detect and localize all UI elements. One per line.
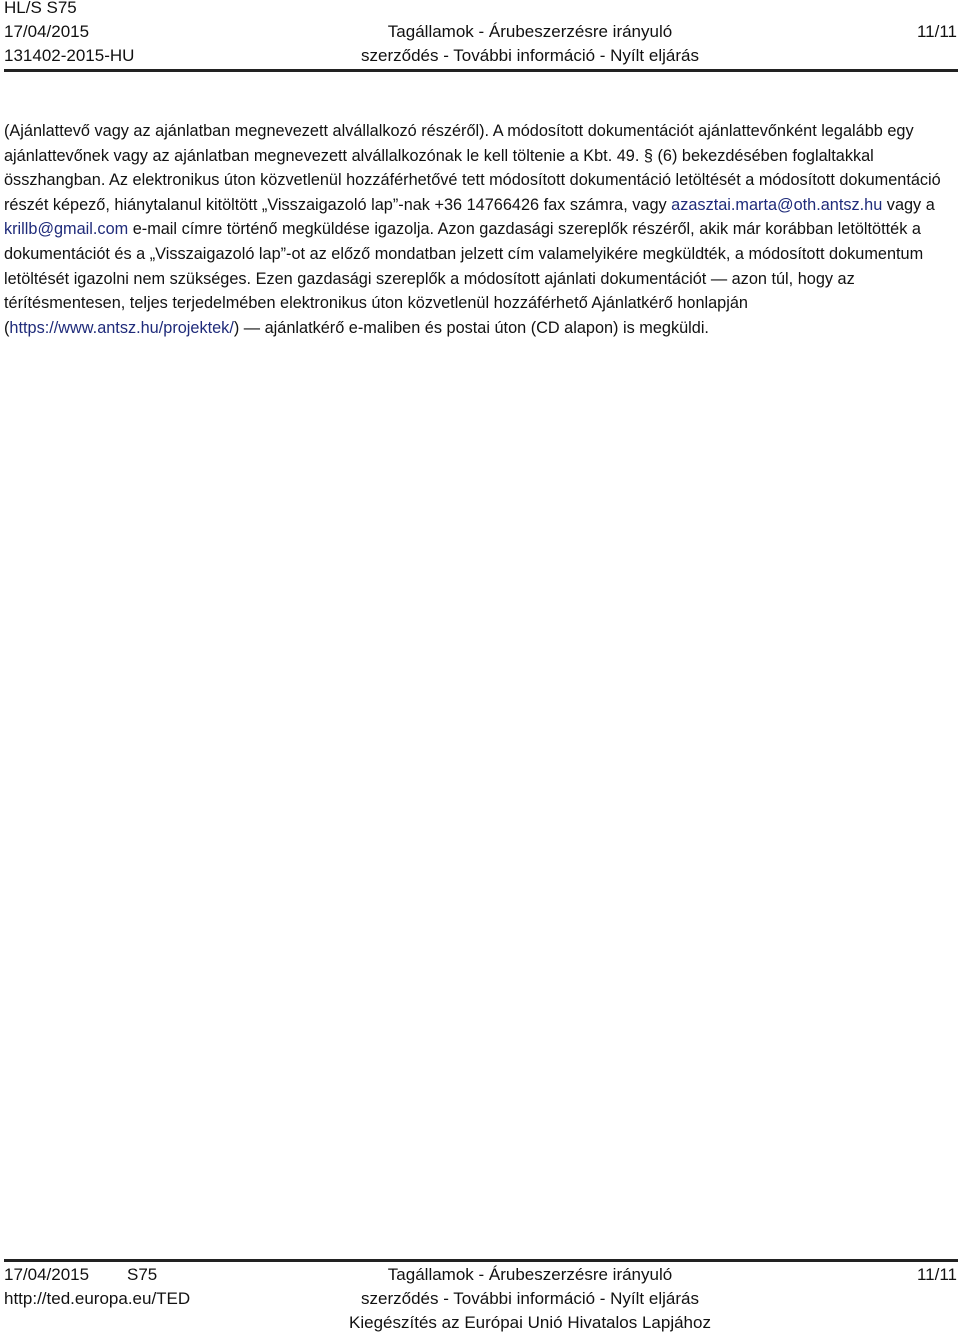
header-title-line2: szerződés - További információ - Nyílt eljárás (361, 46, 699, 65)
email-link-krillb[interactable]: krillb@gmail.com (4, 220, 129, 239)
footer-series: S75 (127, 1265, 158, 1284)
body-paragraph-part4: ) — ajánlatkérő e-maliben és postai úton (CD alapon) is megküldi. (233, 318, 709, 337)
notice-body-text (4, 119, 954, 340)
footer-rule (4, 1259, 958, 1262)
header-page-number: 11/11 (916, 22, 957, 41)
header-rule (4, 69, 958, 72)
footer-title-line1: Tagállamok - Árubeszerzésre irányuló (387, 1265, 673, 1284)
header-title-line1: Tagállamok - Árubeszerzésre irányuló (387, 22, 673, 41)
footer-page-number: 11/11 (916, 1265, 957, 1284)
body-paragraph-part1: (Ajánlattevő vagy az ajánlatban megnevezett alvállalkozó részéről). A módosított dokumentációt ajánlattevőnként legalább egy ajánlattevőnek vagy az ajánlatban megnevezett alvállalkozónak le kell töltenie a Kbt. 49. § (6) bekezdésében foglaltakkal összhangban. Az elektronikus úton közvetlenül hozzáférhetővé tett módosított dokumentáció letöltését a módosított dokumentáció részét képező, hiánytalanul kitöltött „Visszaigazoló lap”-nak +36 14766426 fax számra, vagy (4, 122, 941, 214)
notice-id: 131402-2015-HU (4, 46, 135, 65)
footer-title-line2: szerződés - További információ - Nyílt eljárás (361, 1289, 699, 1308)
website-link-projektek[interactable]: https://www.antsz.hu/projektek/ (9, 318, 234, 337)
footer-title-line3: Kiegészítés az Európai Unió Hivatalos Lapjához (349, 1313, 711, 1332)
body-paragraph-part2: vagy a (882, 195, 935, 214)
footer-site-link[interactable]: http://ted.europa.eu/TED (4, 1289, 191, 1308)
footer-date: 17/04/2015 (4, 1265, 90, 1284)
doc-reference: HL/S S75 (4, 0, 77, 17)
body-paragraph-part3: e-mail címre történő megküldése igazolja. Azon gazdasági szereplők részéről, akik már korábban letöltötték a dokumentációt és a „Visszaigazoló lap”-ot az előző mondatban jelzett cím valamelyikére megküldték, a módosított dokumentum letöltését igazolni nem szükséges. Ezen gazdasági szereplők a módosított ajánlati dokumentációt — azon túl, hogy az térítésmentesen, teljes terjedelmében elektronikus úton közvetlenül hozzáférhető Ajánlatkérő honlapján ( (4, 220, 924, 337)
email-link-azasztai[interactable]: azasztai.marta@oth.antsz.hu (671, 195, 883, 214)
header-date: 17/04/2015 (4, 22, 90, 41)
